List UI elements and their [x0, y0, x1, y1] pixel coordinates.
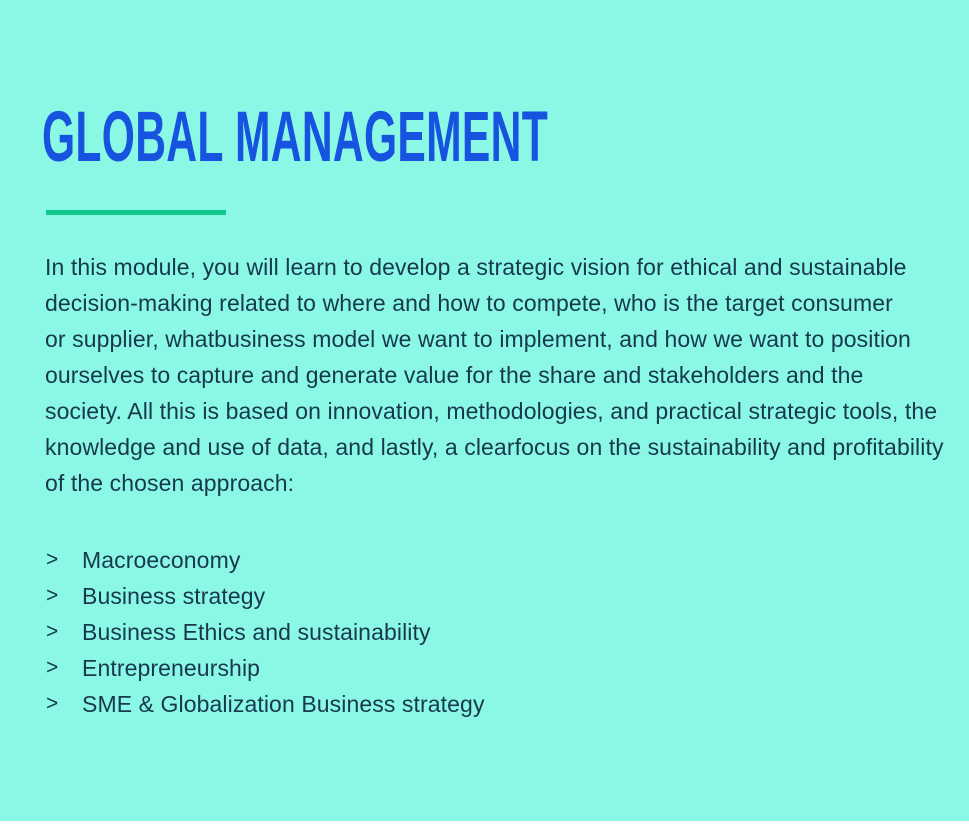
topic-label: Business Ethics and sustainability [82, 618, 431, 645]
topic-label: Macroeconomy [82, 546, 241, 573]
description-line: society. All this is based on innovation, methodologies, and practical strategic tools, the [45, 398, 938, 424]
description-line: In this module, you will learn to develop a strategic vision for ethical and sustainable [45, 254, 907, 280]
chevron-bullet-icon: > [46, 548, 59, 571]
topic-label: Entrepreneurship [82, 654, 261, 681]
topic-list [46, 542, 485, 722]
description-line: decision-making related to where and how to compete, who is the target consumer [45, 290, 893, 316]
page-bottom-edge [0, 821, 969, 825]
topic-label: SME & Globalization Business strategy [82, 690, 485, 717]
page-title: GLOBAL MANAGEMENT [42, 98, 549, 177]
description-line: of the chosen approach: [45, 470, 295, 496]
title-underline-divider [46, 210, 226, 215]
list-item [46, 614, 485, 650]
chevron-bullet-icon: > [46, 692, 59, 715]
chevron-bullet-icon: > [46, 584, 59, 607]
list-item [46, 686, 485, 722]
chevron-bullet-icon: > [46, 656, 59, 679]
list-item [46, 542, 485, 578]
description-line: or supplier, whatbusiness model we want to implement, and how we want to position [45, 326, 911, 352]
chevron-bullet-icon: > [46, 620, 59, 643]
description-line: knowledge and use of data, and lastly, a clearfocus on the sustainability and profitability [45, 434, 944, 460]
list-item [46, 578, 485, 614]
module-description [45, 249, 945, 501]
description-line: ourselves to capture and generate value for the share and stakeholders and the [45, 362, 864, 388]
list-item [46, 650, 485, 686]
topic-label: Business strategy [82, 582, 266, 609]
